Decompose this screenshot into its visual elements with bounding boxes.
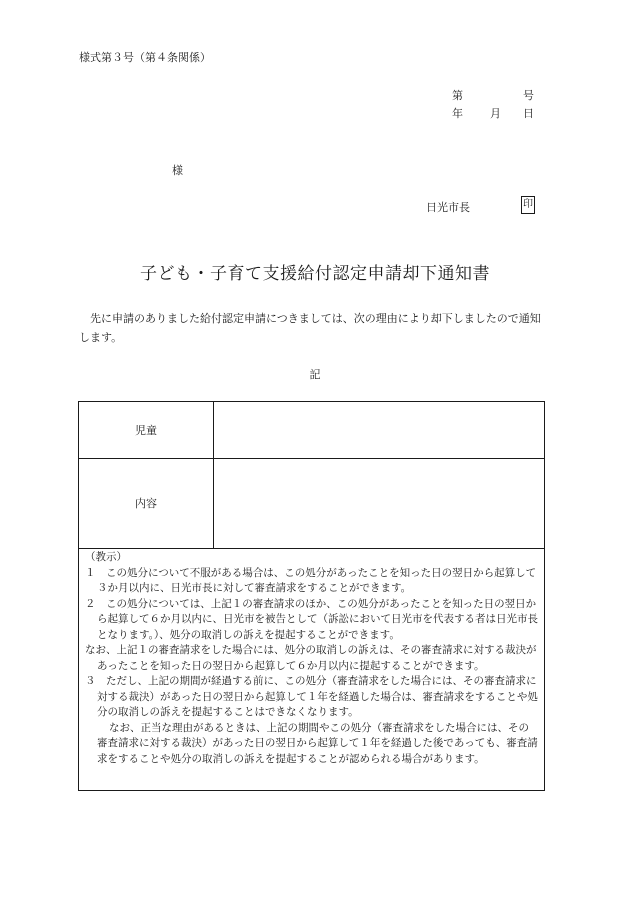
- child-label: 児童: [79, 402, 214, 458]
- seal-box: 印: [521, 196, 535, 214]
- number-suffix: 号: [523, 89, 534, 102]
- notice-section: [85, 550, 538, 767]
- table-row-content: [79, 458, 544, 549]
- notice-item-2-note: なお、上記１の審査請求をした場合には、処分の取消しの訴えは、その審査請求に対する裁決があったことを知った日の翌日から起算して６か月以内に提起することができます。: [85, 644, 537, 672]
- ki-marker: 記: [309, 368, 321, 381]
- sender-name: 日光市長: [426, 201, 470, 214]
- number-prefix: 第: [452, 89, 463, 102]
- date-year: 年: [452, 107, 463, 120]
- body-text: 先に申請のありました給付認定申請につきましては、次の理由により却下しましたので通知します。: [79, 312, 541, 344]
- notice-item-2: ２ この処分については、上記１の審査請求のほか、この処分があったことを知った日の翌日から起算して６か月以内に、日光市を被告として（訴訟において日光市を代表する者は日光市長となります。）、処分の取消しの訴えを提起することができます。: [85, 597, 538, 641]
- detail-table: [78, 401, 545, 791]
- page-title: 子ども・子育て支援給付認定申請却下通知書: [140, 264, 490, 284]
- notice-item-3-note: なお、正当な理由があるときは、上記の期間やこの処分（審査請求をした場合には、その審査請求に対する裁決）があった日の翌日から起算して１年を経過した後であっても、審査請求をすることや処分の取消しの訴えを提起することが認められる場合があります。: [97, 721, 538, 765]
- child-value: [213, 402, 544, 458]
- content-label: 内容: [79, 458, 214, 548]
- date-day: 日: [523, 107, 534, 120]
- notice-item-1: １ この処分について不服がある場合は、この処分があったことを知った日の翌日から起算して３か月以内に、日光市長に対して審査請求をすることができます。: [85, 566, 537, 594]
- notice-heading: （教示）: [85, 551, 127, 563]
- addressee: 様: [172, 164, 183, 177]
- table-row-child: [79, 402, 544, 459]
- date-month: 月: [490, 107, 501, 120]
- form-number: 様式第３号（第４条関係）: [79, 51, 211, 64]
- notice-item-3: ３ ただし、上記の期間が経過する前に、この処分（審査請求をした場合には、その審査請求に対する裁決）があった日の翌日から起算して１年を経過した場合は、審査請求をすることや処分の取消しの訴えを提起することはできなくなります。: [85, 675, 538, 718]
- content-value: [213, 458, 544, 548]
